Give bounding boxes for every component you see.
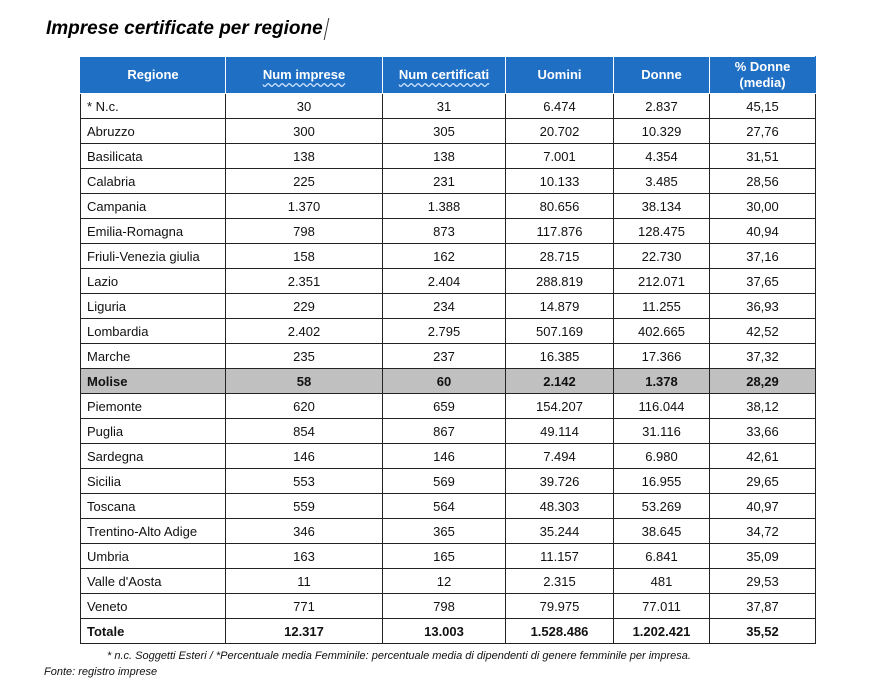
- cell-donne: 1.378: [614, 369, 710, 394]
- cell-num-certificati: 231: [383, 169, 506, 194]
- cell-num-imprese: 235: [226, 344, 383, 369]
- cell-num-certificati: 2.404: [383, 269, 506, 294]
- cell-donne: 38.134: [614, 194, 710, 219]
- cell-num-certificati: 234: [383, 294, 506, 319]
- cell-donne: 6.841: [614, 544, 710, 569]
- cell-perc-donne: 35,52: [710, 619, 816, 644]
- cell-regione: Puglia: [81, 419, 226, 444]
- cell-regione: Trentino-Alto Adige: [81, 519, 226, 544]
- table-body: [81, 94, 816, 644]
- cell-perc-donne: 36,93: [710, 294, 816, 319]
- cell-donne: 402.665: [614, 319, 710, 344]
- cell-perc-donne: 35,09: [710, 544, 816, 569]
- cell-num-certificati: 165: [383, 544, 506, 569]
- cell-donne: 17.366: [614, 344, 710, 369]
- cell-perc-donne: 45,15: [710, 94, 816, 119]
- cell-num-certificati: 1.388: [383, 194, 506, 219]
- cell-num-certificati: 60: [383, 369, 506, 394]
- header-num-imprese-label: Num imprese: [262, 67, 346, 82]
- regions-table: [80, 56, 816, 644]
- cell-regione: Umbria: [81, 544, 226, 569]
- cell-perc-donne: 37,16: [710, 244, 816, 269]
- cell-donne: 77.011: [614, 594, 710, 619]
- cell-donne: 10.329: [614, 119, 710, 144]
- cell-regione: Emilia-Romagna: [81, 219, 226, 244]
- cell-num-certificati: 659: [383, 394, 506, 419]
- cell-regione: Calabria: [81, 169, 226, 194]
- cell-num-imprese: 854: [226, 419, 383, 444]
- cell-num-certificati: 564: [383, 494, 506, 519]
- table-row: [81, 344, 816, 369]
- cell-uomini: 288.819: [506, 269, 614, 294]
- cell-perc-donne: 42,61: [710, 444, 816, 469]
- cell-num-imprese: 225: [226, 169, 383, 194]
- cell-num-certificati: 12: [383, 569, 506, 594]
- cell-uomini: 80.656: [506, 194, 614, 219]
- cell-donne: 53.269: [614, 494, 710, 519]
- cell-num-imprese: 798: [226, 219, 383, 244]
- header-regione: Regione: [81, 57, 226, 94]
- cell-perc-donne: 29,65: [710, 469, 816, 494]
- table-row: [81, 519, 816, 544]
- table-row: [81, 144, 816, 169]
- cell-perc-donne: 37,87: [710, 594, 816, 619]
- cell-donne: 6.980: [614, 444, 710, 469]
- header-num-imprese: [226, 57, 383, 94]
- cell-perc-donne: 31,51: [710, 144, 816, 169]
- cell-uomini: 16.385: [506, 344, 614, 369]
- footnote: * n.c. Soggetti Esteri / *Percentuale media Femminile: percentuale media di dipendenti di genere femminile per impresa.: [107, 650, 691, 662]
- table-row: [81, 169, 816, 194]
- cell-num-imprese: 771: [226, 594, 383, 619]
- table-row: [81, 219, 816, 244]
- cell-num-certificati: 146: [383, 444, 506, 469]
- cell-perc-donne: 37,65: [710, 269, 816, 294]
- cell-uomini: 11.157: [506, 544, 614, 569]
- cell-perc-donne: 33,66: [710, 419, 816, 444]
- total-row: [81, 619, 816, 644]
- header-perc-donne: % Donne (media): [710, 57, 816, 94]
- cell-uomini: 117.876: [506, 219, 614, 244]
- cell-regione: Toscana: [81, 494, 226, 519]
- cell-num-imprese: 158: [226, 244, 383, 269]
- cell-uomini: 2.315: [506, 569, 614, 594]
- cell-num-certificati: 2.795: [383, 319, 506, 344]
- cell-perc-donne: 40,97: [710, 494, 816, 519]
- cell-num-imprese: 12.317: [226, 619, 383, 644]
- cell-donne: 128.475: [614, 219, 710, 244]
- cell-regione: Basilicata: [81, 144, 226, 169]
- header-num-certificati-label: Num certificati: [398, 67, 490, 82]
- cell-perc-donne: 34,72: [710, 519, 816, 544]
- page-title: [46, 18, 327, 40]
- cell-regione: Lazio: [81, 269, 226, 294]
- cell-num-imprese: 58: [226, 369, 383, 394]
- table-row: [81, 544, 816, 569]
- cell-uomini: 48.303: [506, 494, 614, 519]
- cell-donne: 116.044: [614, 394, 710, 419]
- cell-regione: Liguria: [81, 294, 226, 319]
- cell-num-certificati: 13.003: [383, 619, 506, 644]
- table-row: [81, 269, 816, 294]
- cell-num-imprese: 163: [226, 544, 383, 569]
- header-donne: Donne: [614, 57, 710, 94]
- cell-uomini: 39.726: [506, 469, 614, 494]
- cell-regione: Campania: [81, 194, 226, 219]
- cell-perc-donne: 28,56: [710, 169, 816, 194]
- cell-uomini: 35.244: [506, 519, 614, 544]
- cell-num-imprese: 146: [226, 444, 383, 469]
- cell-num-imprese: 30: [226, 94, 383, 119]
- cell-num-certificati: 867: [383, 419, 506, 444]
- cell-donne: 1.202.421: [614, 619, 710, 644]
- cell-num-imprese: 620: [226, 394, 383, 419]
- cell-num-imprese: 559: [226, 494, 383, 519]
- cell-uomini: 10.133: [506, 169, 614, 194]
- cell-regione: Lombardia: [81, 319, 226, 344]
- cell-perc-donne: 40,94: [710, 219, 816, 244]
- cell-donne: 3.485: [614, 169, 710, 194]
- cell-uomini: 1.528.486: [506, 619, 614, 644]
- table-row: [81, 319, 816, 344]
- cell-uomini: 20.702: [506, 119, 614, 144]
- cell-num-imprese: 2.351: [226, 269, 383, 294]
- cell-regione: Marche: [81, 344, 226, 369]
- cell-num-imprese: 300: [226, 119, 383, 144]
- cell-regione: * N.c.: [81, 94, 226, 119]
- cell-perc-donne: 42,52: [710, 319, 816, 344]
- cell-donne: 38.645: [614, 519, 710, 544]
- cell-regione: Abruzzo: [81, 119, 226, 144]
- page-title-text: Imprese certificate per regione: [46, 18, 323, 39]
- cell-regione: Sardegna: [81, 444, 226, 469]
- cell-regione: Friuli-Venezia giulia: [81, 244, 226, 269]
- cell-perc-donne: 30,00: [710, 194, 816, 219]
- table-row: [81, 369, 816, 394]
- cell-perc-donne: 27,76: [710, 119, 816, 144]
- cell-num-imprese: 1.370: [226, 194, 383, 219]
- cell-perc-donne: 38,12: [710, 394, 816, 419]
- table-row: [81, 244, 816, 269]
- cell-uomini: 14.879: [506, 294, 614, 319]
- cell-donne: 11.255: [614, 294, 710, 319]
- cell-regione: Totale: [81, 619, 226, 644]
- cell-uomini: 49.114: [506, 419, 614, 444]
- cell-regione: Veneto: [81, 594, 226, 619]
- cell-regione: Valle d'Aosta: [81, 569, 226, 594]
- source-note: Fonte: registro imprese: [44, 666, 158, 678]
- cell-uomini: 79.975: [506, 594, 614, 619]
- cell-num-imprese: 553: [226, 469, 383, 494]
- table-header-row: [81, 57, 816, 94]
- header-uomini: Uomini: [506, 57, 614, 94]
- cell-perc-donne: 37,32: [710, 344, 816, 369]
- cell-donne: 31.116: [614, 419, 710, 444]
- cell-donne: 16.955: [614, 469, 710, 494]
- table-row: [81, 444, 816, 469]
- cell-num-imprese: 11: [226, 569, 383, 594]
- cell-num-certificati: 365: [383, 519, 506, 544]
- cell-uomini: 28.715: [506, 244, 614, 269]
- cell-num-certificati: 162: [383, 244, 506, 269]
- table-row: [81, 294, 816, 319]
- cell-uomini: 7.494: [506, 444, 614, 469]
- table-row: [81, 569, 816, 594]
- cell-num-imprese: 346: [226, 519, 383, 544]
- table-row: [81, 119, 816, 144]
- cell-perc-donne: 28,29: [710, 369, 816, 394]
- cell-num-certificati: 237: [383, 344, 506, 369]
- cell-num-imprese: 2.402: [226, 319, 383, 344]
- cell-uomini: 154.207: [506, 394, 614, 419]
- cell-num-imprese: 229: [226, 294, 383, 319]
- table-row: [81, 94, 816, 119]
- cell-donne: 22.730: [614, 244, 710, 269]
- cell-num-certificati: 569: [383, 469, 506, 494]
- table-row: [81, 394, 816, 419]
- table-row: [81, 594, 816, 619]
- cell-donne: 481: [614, 569, 710, 594]
- cell-regione: Sicilia: [81, 469, 226, 494]
- cell-num-certificati: 873: [383, 219, 506, 244]
- cell-donne: 4.354: [614, 144, 710, 169]
- table-row: [81, 469, 816, 494]
- cell-uomini: 2.142: [506, 369, 614, 394]
- cell-num-certificati: 31: [383, 94, 506, 119]
- table-row: [81, 494, 816, 519]
- cell-num-certificati: 798: [383, 594, 506, 619]
- cell-uomini: 507.169: [506, 319, 614, 344]
- cell-num-certificati: 138: [383, 144, 506, 169]
- text-cursor-icon: [323, 18, 329, 40]
- cell-perc-donne: 29,53: [710, 569, 816, 594]
- cell-num-imprese: 138: [226, 144, 383, 169]
- cell-uomini: 7.001: [506, 144, 614, 169]
- table-row: [81, 419, 816, 444]
- cell-uomini: 6.474: [506, 94, 614, 119]
- cell-num-certificati: 305: [383, 119, 506, 144]
- cell-regione: Molise: [81, 369, 226, 394]
- cell-regione: Piemonte: [81, 394, 226, 419]
- header-num-certificati: [383, 57, 506, 94]
- table-row: [81, 194, 816, 219]
- cell-donne: 2.837: [614, 94, 710, 119]
- cell-donne: 212.071: [614, 269, 710, 294]
